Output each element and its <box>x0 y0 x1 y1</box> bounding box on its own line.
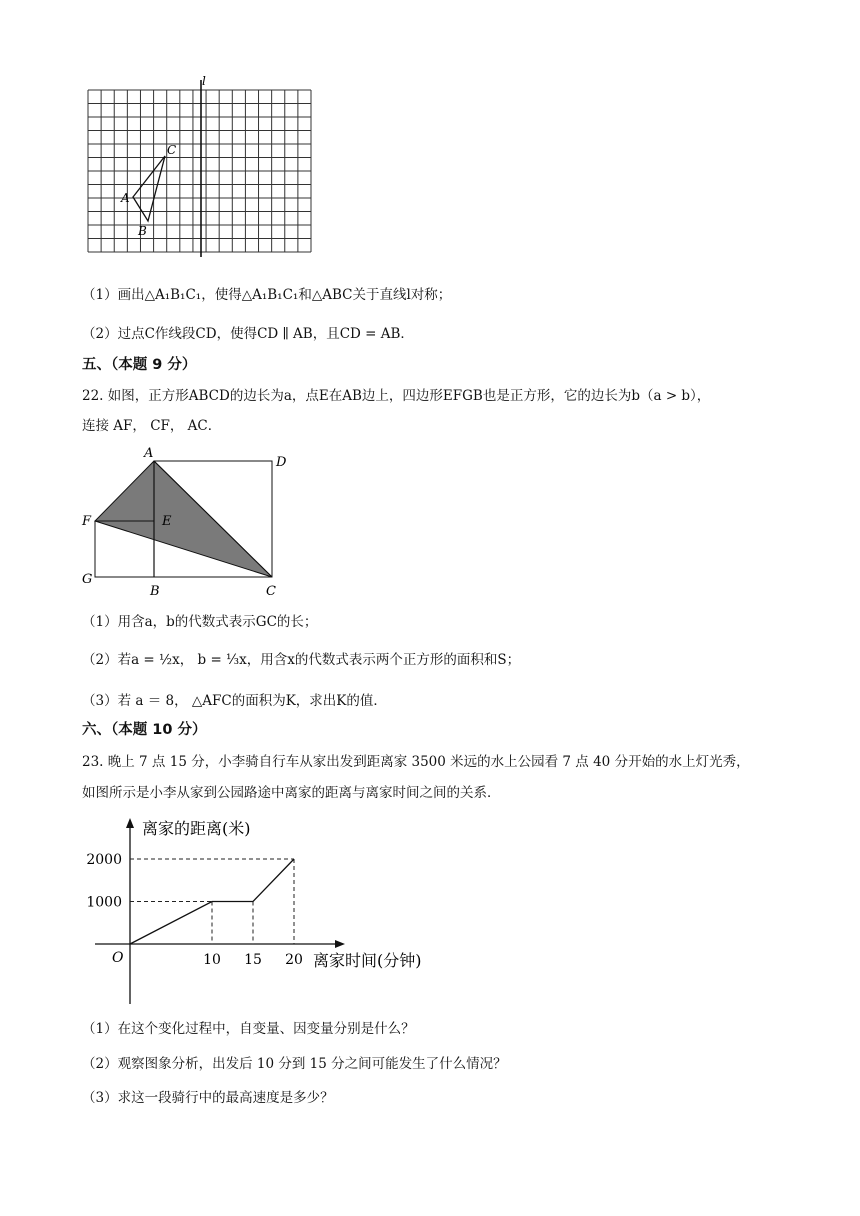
label-e: E <box>162 514 172 529</box>
section6-title: 六、（本题 10 分） <box>82 722 207 738</box>
point-c-label: C <box>167 143 177 157</box>
grid-figure <box>80 72 325 262</box>
point-b-label: B <box>138 224 147 238</box>
x-tick-label: 15 <box>244 952 262 968</box>
label-b: B <box>150 584 160 599</box>
q21-part1: （1）画出△A₁B₁C₁，使得△A₁B₁C₁和△ABC关于直线l对称； <box>82 287 452 303</box>
q21-part2: （2）过点C作线段CD，使得CD ∥ AB，且CD = AB． <box>82 326 414 342</box>
x-axis-label: 离家时间(分钟) <box>313 951 422 970</box>
line-l-label: l <box>202 74 206 88</box>
distance-time-chart <box>75 812 455 1012</box>
grid-lines <box>88 90 311 252</box>
label-d: D <box>276 455 287 470</box>
y-tick-label: 2000 <box>86 852 122 868</box>
y-tick-label: 1000 <box>86 894 122 911</box>
point-a-label: A <box>121 191 130 205</box>
q22-part2: （2）若a = ½x， b = ⅓x，用含x的代数式表示两个正方形的面积和S； <box>82 652 521 668</box>
section5-title: 五、（本题 9 分） <box>82 357 197 373</box>
q22-line2: 连接 AF， CF， AC． <box>82 418 222 434</box>
y-axis-label: 离家的距离(米) <box>142 819 251 838</box>
x-axis-arrow <box>335 940 345 948</box>
label-g: G <box>82 572 93 587</box>
q22-line1: 22. 如图，正方形ABCD的边长为a，点E在AB边上，四边形EFGB也是正方形，它的边长为b（a > b）， <box>82 388 711 404</box>
squares-figure <box>78 445 308 605</box>
label-a: A <box>144 446 154 461</box>
y-axis-arrow <box>126 818 134 828</box>
q23-part1: （1）在这个变化过程中，自变量、因变量分别是什么？ <box>82 1021 415 1037</box>
q23-part3: （3）求这一段骑行中的最高速度是多少？ <box>82 1090 334 1106</box>
origin-label: O <box>112 950 124 966</box>
x-tick-label: 20 <box>285 952 303 968</box>
x-tick-label: 10 <box>203 952 221 968</box>
label-c: C <box>266 584 276 599</box>
q23-part2: （2）观察图象分析，出发后 10 分到 15 分之间可能发生了什么情况？ <box>82 1056 507 1072</box>
q22-part3: （3）若 a ＝ 8， △AFC的面积为K，求出K的值． <box>82 693 387 709</box>
label-f: F <box>82 514 92 529</box>
q22-part1: （1）用含a，b的代数式表示GC的长； <box>82 614 318 630</box>
triangle-afc <box>95 461 272 577</box>
q23-line2: 如图所示是小李从家到公园路途中离家的距离与离家时间之间的关系． <box>82 785 501 801</box>
q23-line1: 23. 晚上 7 点 15 分，小李骑自行车从家出发到距离家 3500 米远的水上公园看 7 点 40 分开始的水上灯光秀， <box>82 754 750 770</box>
